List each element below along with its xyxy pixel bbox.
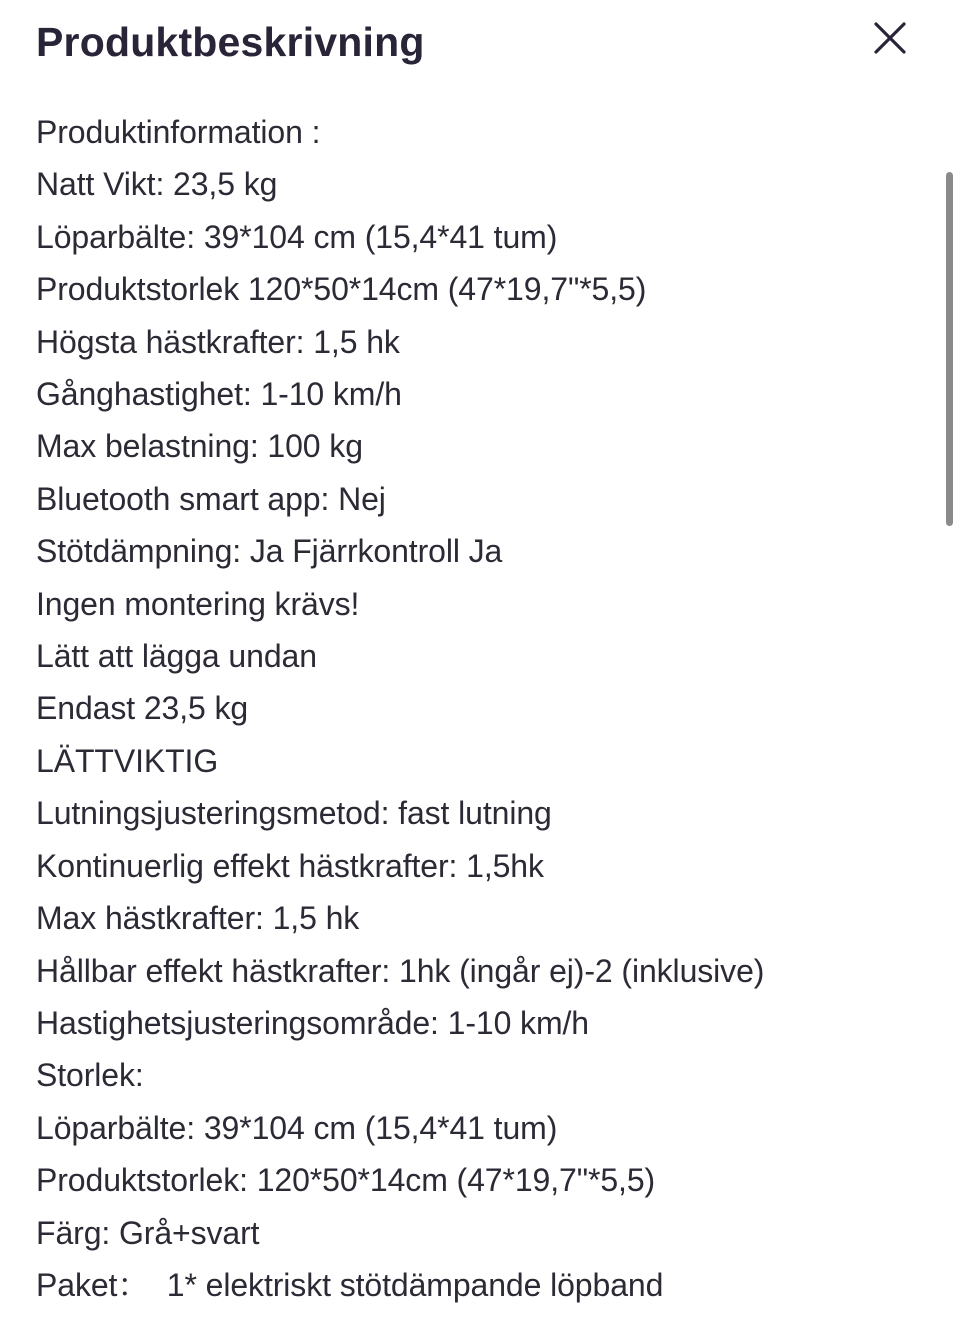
description-line: Max hästkrafter: 1,5 hk (36, 900, 360, 937)
description-line: LÄTTVIKTIG (36, 742, 219, 779)
description-line: Hastighetsjusteringsområde: 1-10 km/h (36, 1004, 590, 1041)
description-line: Stötdämpning: Ja Fjärrkontroll Ja (36, 533, 503, 570)
description-line: Färg: Grå+svart (36, 1214, 260, 1251)
description-line: Gånghastighet: 1-10 km/h (36, 376, 402, 413)
description-line: Kontinuerlig effekt hästkrafter: 1,5hk (36, 847, 544, 884)
description-line: Lutningsjusteringsmetod: fast lutning (36, 795, 552, 832)
description-line: Paket： 1* elektriskt stötdämpande löpband (36, 1266, 664, 1303)
description-line: Produktinformation : (36, 114, 321, 150)
description-line: Högsta hästkrafter: 1,5 hk (36, 323, 400, 360)
dialog-header (36, 12, 920, 72)
description-body (36, 106, 926, 1311)
description-line: Hållbar effekt hästkrafter: 1hk (ingår ej)-2 (inklusive) (36, 952, 765, 989)
description-line: Bluetooth smart app: Nej (36, 480, 386, 517)
close-button[interactable] (870, 18, 910, 58)
description-line: Lätt att lägga undan (36, 638, 317, 675)
description-line: Löparbälte: 39*104 cm (15,4*41 tum) (36, 218, 558, 255)
description-line: Löparbälte: 39*104 cm (15,4*41 tum) (36, 1109, 558, 1146)
description-line: Produktstorlek 120*50*14cm (47*19,7"*5,5) (36, 271, 647, 308)
description-line: Ingen montering krävs! (36, 585, 360, 622)
vertical-scrollbar[interactable] (946, 172, 953, 526)
description-line: Produktstorlek: 120*50*14cm (47*19,7"*5,5) (36, 1162, 656, 1199)
description-line: Endast 23,5 kg (36, 690, 249, 727)
description-line: Storlek: (36, 1057, 144, 1094)
dialog-title: Produktbeskrivning (36, 19, 425, 65)
description-line: Natt Vikt: 23,5 kg (36, 166, 278, 203)
close-icon (870, 18, 910, 58)
description-line: Max belastning: 100 kg (36, 428, 363, 465)
